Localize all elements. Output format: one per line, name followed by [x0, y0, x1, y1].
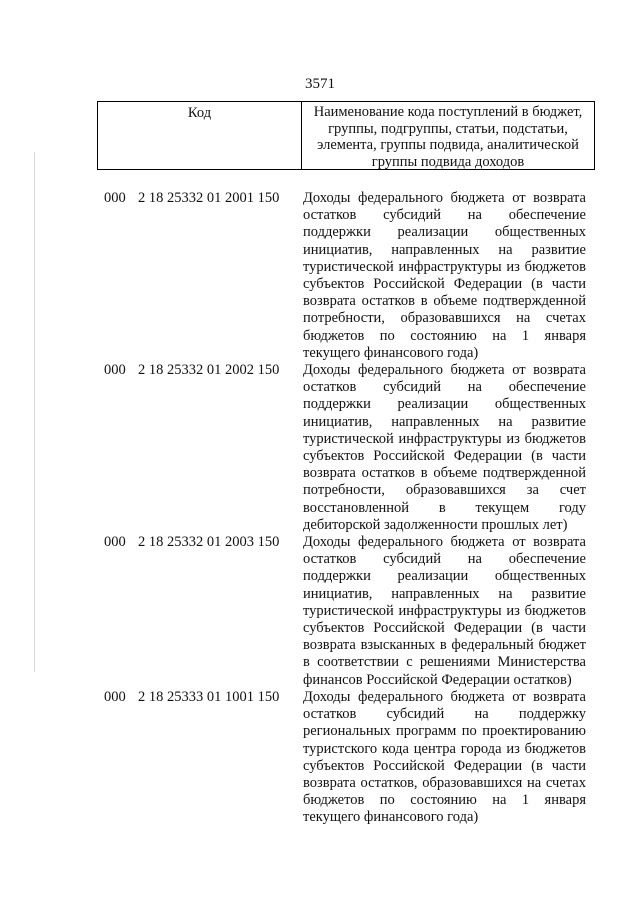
header-name-column: Наименование кода поступлений в бюджет, группы, подгруппы, статьи, подстатьи, элемента, группы подвида, аналитической группы подвида доходов: [313, 104, 583, 170]
admin-cell: [0, 362, 138, 534]
admin-code: 000: [104, 688, 126, 705]
revenue-code: 2 18 25332 01 2002 150: [138, 362, 280, 379]
revenue-code: 2 18 25332 01 2003 150: [138, 534, 280, 551]
revenue-code: 2 18 25333 01 1001 150: [138, 688, 280, 705]
admin-code: 000: [104, 362, 126, 379]
table-row: [0, 689, 640, 827]
table-header: [97, 101, 595, 170]
page-number: 3571: [305, 76, 335, 92]
revenue-description: Доходы федерального бюджета от возврата остатков субсидий на поддержку региональных программ по проектированию туристского кода центра города из бюджетов субъектов Российской Федерации (в части возврата остатков, образовавшихся на счетах бюджетов по состоянию на 1 января текущего финансового года): [303, 688, 586, 826]
table-row: [0, 190, 640, 362]
table-row: [0, 362, 640, 534]
revenue-description: Доходы федерального бюджета от возврата остатков субсидий на обеспечение поддержки реализации общественных инициатив, направленных на развитие туристической инфраструктуры из бюджетов субъектов Российской Федерации (в части возврата остатков в объеме подтвержденной потребности, образовавшихся на счетах бюджетов по состоянию на 1 января текущего финансового года): [303, 190, 586, 361]
table-body: [0, 190, 640, 827]
admin-cell: [0, 190, 138, 362]
revenue-description: Доходы федерального бюджета от возврата остатков субсидий на обеспечение поддержки реализации общественных инициатив, направленных на развитие туристической инфраструктуры из бюджетов субъектов Российской Федерации (в части возврата остатков в объеме подтвержденной потребности, образовавшихся за счет восстановленной в текущем году дебиторской задолженности прошлых лет): [303, 362, 586, 533]
admin-code: 000: [104, 190, 126, 206]
revenue-description: Доходы федерального бюджета от возврата остатков субсидий на обеспечение поддержки реализации общественных инициатив, направленных на развитие туристической инфраструктуры из бюджетов субъектов Российской Федерации (в части возврата взысканных в федеральный бюджет в соответствии с решениями Министерства финансов Российской Федерации остатков): [303, 534, 586, 688]
revenue-code: 2 18 25332 01 2001 150: [138, 190, 280, 206]
table-row: [0, 534, 640, 689]
admin-cell: [0, 534, 138, 689]
header-code-column: Код: [98, 102, 302, 169]
admin-code: 000: [104, 534, 126, 551]
admin-cell: [0, 689, 138, 827]
